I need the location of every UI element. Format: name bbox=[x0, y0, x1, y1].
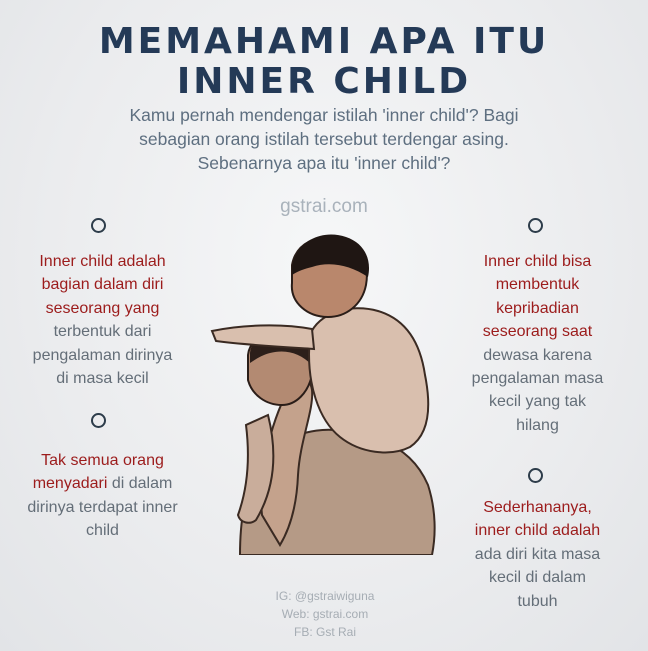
child-arm bbox=[212, 325, 314, 349]
left-point-1 bbox=[10, 250, 195, 390]
point-text-gray: dewasa karena bbox=[483, 346, 592, 364]
point-line-mixed bbox=[10, 472, 195, 495]
point-text-red: seseorang yang bbox=[45, 299, 160, 317]
footer-fb: FB: Gst Rai bbox=[293, 625, 356, 639]
point-text-gray: hilang bbox=[516, 416, 559, 434]
point-text-red: Inner child bisa bbox=[483, 253, 592, 270]
site-watermark: gstrai.com bbox=[280, 196, 368, 217]
point-text-gray: kecil di dalam bbox=[489, 569, 586, 587]
point-text-gray: child bbox=[86, 522, 119, 540]
intro-line: sebagian orang istilah tersebut terdengar asing. bbox=[139, 129, 509, 149]
point-text-red: membentuk bbox=[495, 276, 580, 294]
point-text-red: inner child adalah bbox=[474, 522, 601, 540]
title-line-1: MEMAHAMI APA ITU bbox=[98, 21, 550, 62]
point-text-gray: terbentuk dari bbox=[53, 323, 152, 341]
intro-line: Kamu pernah mendengar istilah 'inner child'? Bagi bbox=[129, 105, 519, 125]
point-text-red: Inner child adalah bbox=[39, 253, 166, 270]
point-text-gray: pengalaman masa bbox=[471, 370, 604, 388]
point-text-gray: ada diri kita masa bbox=[474, 545, 601, 563]
bullet-circle-icon bbox=[91, 218, 106, 233]
point-text-gray: dirinya terdapat inner bbox=[27, 498, 178, 516]
point-text-red: seseorang saat bbox=[482, 323, 593, 341]
bullet-circle-icon bbox=[528, 218, 543, 233]
bullet-circle-icon bbox=[91, 413, 106, 428]
footer-web: Web: gstrai.com bbox=[281, 607, 369, 621]
point-text-red: Tak semua orang bbox=[41, 452, 164, 469]
title-line-2: INNER CHILD bbox=[176, 61, 472, 102]
point-text-red: menyadari bbox=[32, 475, 108, 493]
footer-ig: IG: @gstraiwiguna bbox=[275, 589, 375, 603]
intro-line: Sebenarnya apa itu 'inner child'? bbox=[197, 153, 451, 173]
point-text-red: Sederhananya, bbox=[483, 499, 592, 516]
point-text-gray: kecil yang tak bbox=[489, 393, 586, 411]
right-point-2 bbox=[445, 496, 630, 613]
right-point-1 bbox=[445, 250, 630, 437]
point-text-gray: tubuh bbox=[517, 592, 558, 610]
intro-text bbox=[100, 103, 548, 175]
point-text-gray: di dalam bbox=[107, 475, 173, 493]
footer-credits bbox=[230, 587, 420, 641]
point-text-red: bagian dalam diri bbox=[41, 276, 164, 294]
point-text-gray: di masa kecil bbox=[56, 370, 149, 388]
bullet-circle-icon bbox=[528, 468, 543, 483]
father-child-illustration bbox=[200, 225, 450, 555]
point-text-gray: pengalaman dirinya bbox=[32, 346, 173, 364]
point-text-red: kepribadian bbox=[496, 299, 579, 317]
left-point-2 bbox=[10, 449, 195, 543]
